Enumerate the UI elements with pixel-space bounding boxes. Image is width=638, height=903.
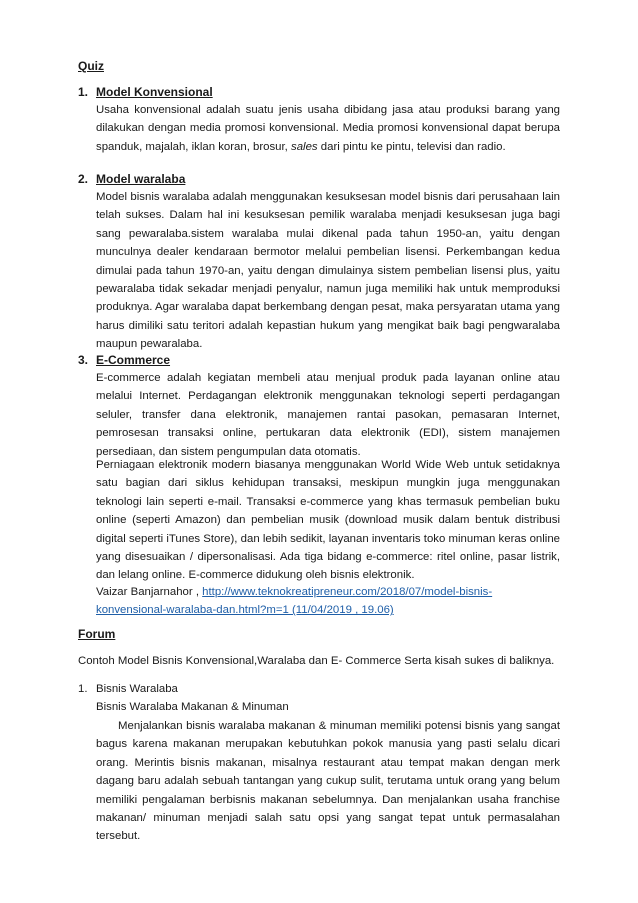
quiz-item-1-title-text: Model Konvensional [96,85,213,99]
source-author: Vaizar Banjarnahor , [96,586,203,598]
forum-intro: Contoh Model Bisnis Konvensional,Waralaba dan E- Commerce Serta kisah sukes di baliknya. [78,655,555,667]
forum-list-text: Menjalankan bisnis waralaba makanan & minuman memiliki potensi bisnis yang sangat bagus karena makanan merupakan kebutuhkan pokok manusia yang pasti selalu dicari orang. Merintis bisnis makanan, misalnya restaurant atau tempat makan dengan merk dagang baru adalah sebuah tantangan yang cukup sulit, terutama untuk orang yang belum memiliki pengalaman berbisnis makanan sebelumnya. Dan menjalankan usaha franchise makanan/ minuman menjadi salah satu opsi yang sangat tepat untuk permasalahan tersebut. [96,720,560,843]
forum-list-number: 1. [78,683,88,695]
quiz-item-1-text [96,101,560,156]
quiz-item-1-number: 1. [78,85,89,99]
quiz-item-3-number: 3. [78,353,89,367]
quiz-item-2-text: Model bisnis waralaba adalah menggunakan kesuksesan model bisnis dari perusahaan lain telah sukses. Dalam hal ini kesuksesan pemilik waralaba menjadi kesuksesan juga bagi sang pewaralaba.sistem waralaba mulai dikenal pada tahun 1950-an, yaitu dengan munculnya dealer kendaraan bermotor melalui pembelian lisensi. Perkembangan kedua dimulai pada tahun 1970-an, yaitu dengan dimulainya sistem pembelian lisensi plus, yaitu pewaralaba tidak sekadar menjadi penyalur, namun juga memiliki hak untuk memproduksi produknya. Agar waralaba dapat berkembang dengan pesat, maka persyaratan utama yang harus dimiliki satu teritori adalah kepastian hukum yang mengikat baik bagi pengwaralaba maupun pewaralaba. [96,191,560,351]
quiz-item-1-text-b: dari pintu ke pintu, televisi dan radio. [317,140,506,153]
quiz-item-1-text-italic: sales [291,140,318,153]
quiz-item-2-number: 2. [78,172,89,186]
forum-heading: Forum [78,627,116,641]
source-citation [96,583,560,620]
source-link[interactable]: http://www.teknokreatipreneur.com/2018/07/model-bisnis-konvensional-waralaba-dan.html?m=1 (11/04/2019 , 19.06) [96,586,493,617]
quiz-item-3-title-text: E-Commerce [96,353,171,367]
forum-list-title: Bisnis Waralaba [96,683,178,695]
quiz-item-3-title [78,351,170,369]
quiz-item-2-title-text: Model waralaba [96,172,186,186]
quiz-item-1-text-a: Usaha konvensional adalah suatu jenis usaha dibidang jasa atau produksi barang yang dilakukan dengan media promosi konvensional. Media promosi konvensional dapat berupa spanduk, majalah, iklan koran, brosur, [96,104,560,153]
quiz-item-2-title [78,170,185,188]
quiz-heading: Quiz [78,59,104,73]
quiz-item-1-title [78,83,213,101]
quiz-item-3-text: E-commerce adalah kegiatan membeli atau menjual produk pada layanan online atau melalui Internet. Perdagangan elektronik menggunakan teknologi seperti perdagangan seluler, transfer dana elektronik, manajemen rantai pasokan, pemasaran Internet, pemrosesan transaksi online, pertukaran data elektronik (EDI), sistem manajemen persediaan, dan sistem pengumpulan data otomatis. [96,372,560,458]
forum-list-subtitle: Bisnis Waralaba Makanan & Minuman [96,701,289,713]
quiz-item-3-text2: Perniagaan elektronik modern biasanya menggunakan World Wide Web untuk setidaknya satu bagian dari siklus kehidupan transaksi, meskipun mungkin juga menggunakan teknologi lain seperti e-mail. Transaksi e-commerce yang khas termasuk pembelian buku online (seperti Amazon) dan pembelian musik (download musik dalam bentuk distribusi digital seperti iTunes Store), dan lebih sedikit, layanan inventaris toko minuman keras online yang disesuaikan / dipersonalisasi. Ada tiga bidang e-commerce: ritel online, pasar listrik, dan lelang online. E-commerce didukung oleh bisnis elektronik. [96,459,560,582]
